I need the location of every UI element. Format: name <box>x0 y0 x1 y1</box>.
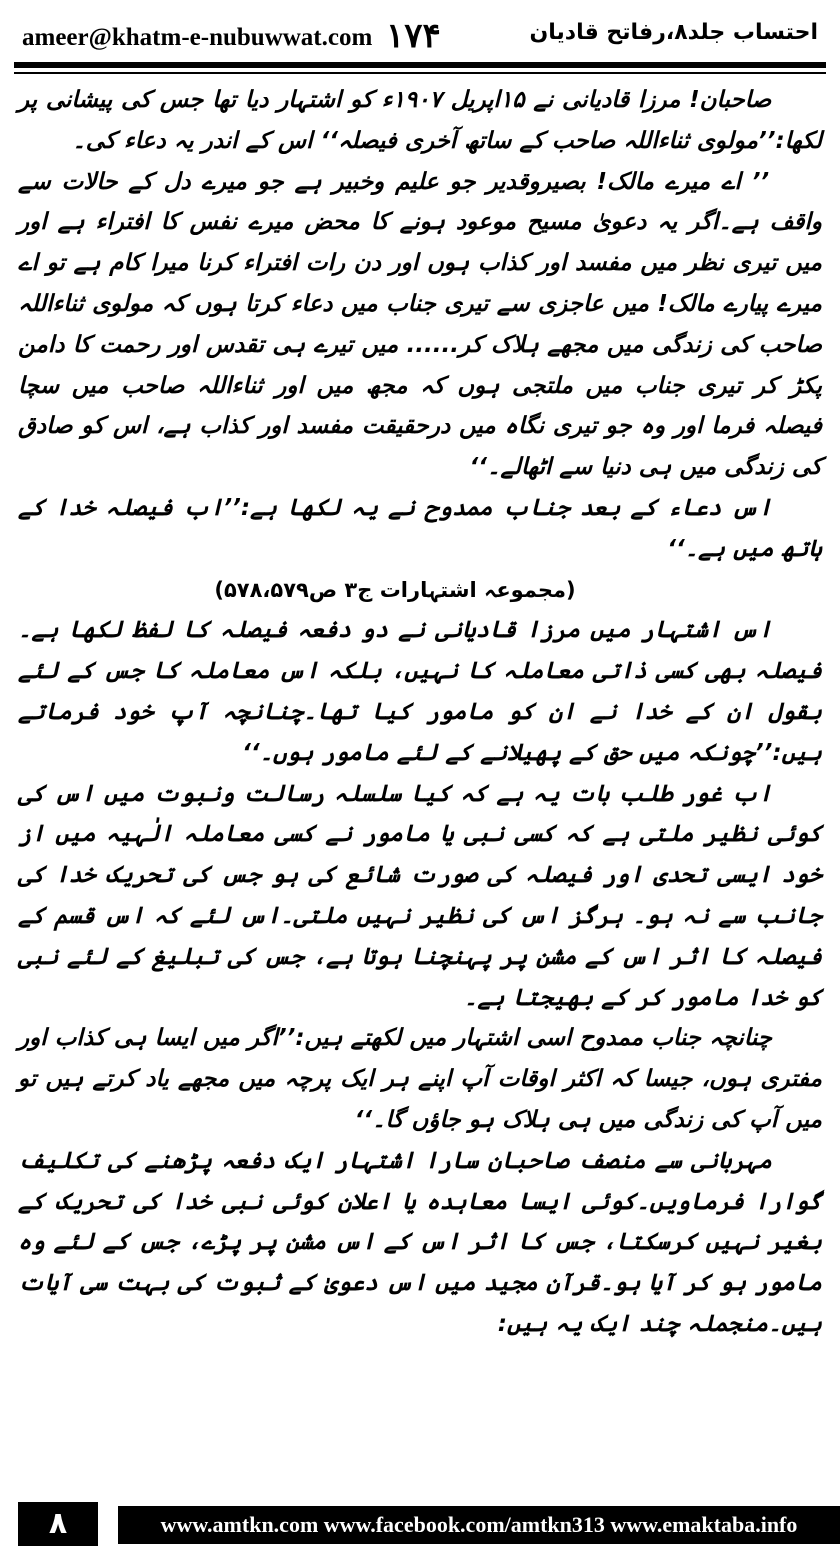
text-line: ہے۔‘‘ <box>667 535 726 562</box>
text-line: عاجزی سے تیری جناب میں دعاء کرتا ہوں کہ مولوی ثناءاللہ صاحب کی زندگی میں مجھے ہلاک <box>18 290 822 358</box>
text-line: چنانچہ جناب ممدوح اسی اشتہار میں لکھتے ہیں:’’اگر میں ایسا ہی کذاب اور مفتری <box>18 1025 822 1093</box>
text-line: ثناءاللہ صاحب میں سچا فیصلہ فرما اور وہ جو تیری نگاہ میں درحقیقت مفسد اور کذاب ہے، اس کو <box>18 372 822 440</box>
page-number: ۱۷۴ <box>386 16 441 56</box>
text-line: صادق کی زندگی میں ہی دنیا سے اٹھالے۔‘‘ <box>18 413 822 481</box>
header-rule-thin <box>14 72 826 74</box>
footer-bar <box>118 1506 840 1544</box>
page-header <box>14 14 826 60</box>
text-line: ہوں، جیسا کہ اکثر اوقات آپ اپنے ہر ایک پرچہ میں مجھے یاد کرتے ہیں تو میں آپ کی <box>18 1066 822 1133</box>
text-line: مہربانی سے منصف صاحبان سارا اشتہار ایک دفعہ پڑھنے کی تکلیف گوارا <box>18 1147 823 1215</box>
text-line: کی تحریک خدا کی جانب سے نہ ہو۔ ہرگز اس کی نظیر نہیں ملتی۔اس لئے کہ اس قسم کے فیصلہ کا اثر <box>18 862 823 970</box>
text-line: اس دعاء کے بعد جناب ممدوح نے یہ لکھا ہے:’’اب فیصلہ خدا کے ہاتھ میں <box>18 494 822 562</box>
text-line: کے اس مشن پر پڑے، جس کے لئے وہ مامور ہو کر آیا ہو۔قرآن مجید میں اس دعویٰ کے ثبوت <box>18 1229 822 1297</box>
header-rule-thick <box>14 62 826 68</box>
text-line: کہ کسی نبی یا مامور نے کسی معاملہ الٰہیہ میں از خود ایسی تحدی اور فیصلہ کی صورت شائع کی ہو جس <box>18 821 822 889</box>
text-line: کر...... میں تیرے ہی تقدس اور رحمت کا دامن پکڑ کر تیری جناب میں ملتجی ہوں کہ مجھ میں اور <box>18 331 822 399</box>
text-line: لکھا:’’مولوی ثناءاللہ صاحب کے ساتھ آخری فیصلہ‘‘ اس کے اندر یہ دعاء کی۔ <box>72 127 822 154</box>
text-line: اس کے مشن پر پہنچنا ہوتا ہے، جس کی تبلیغ کے لئے نبی کو خدا مامور کر کے بھیجتا ہے۔ <box>18 943 822 1011</box>
paragraph <box>18 80 822 162</box>
chapter-badge: ۸ <box>18 1502 98 1546</box>
body-text <box>18 80 822 1472</box>
header-email: ameer@khatm-e-nubuwwat.com <box>22 24 373 51</box>
text-line: کی بہت سی آیات ہیں۔منجملہ چند ایک یہ ہیں: <box>18 1270 822 1337</box>
paragraph-quote <box>18 162 822 488</box>
footer-website-links[interactable]: www.amtkn.com www.facebook.com/amtkn313 www.emaktaba.info <box>160 1512 798 1537</box>
text-line: اس اشتہار میں مرزا قادیانی نے دو دفعہ فیصلہ کا لفظ لکھا ہے۔فیصلہ بھی کسی ذاتی <box>18 617 822 685</box>
paragraph <box>18 1141 822 1345</box>
text-line: واقف ہے۔اگر یہ دعویٰ مسیح موعود ہونے کا محض میرے نفس کا افتراء ہے اور میں تیری نظر میں <box>18 209 822 277</box>
text-line: معاملہ کا نہیں، بلکہ اس معاملہ کا جس کے لئے بقول ان کے خدا نے ان کو مامور کیا تھا۔چنانچہ <box>18 658 822 725</box>
paragraph <box>18 1018 822 1140</box>
paragraph <box>18 774 822 1019</box>
paragraph <box>18 488 822 610</box>
text-line: فرماویں۔کوئی ایسا معاہدہ یا اعلان کوئی نبی خدا کی تحریک کے بغیر نہیں کرسکتا، جس کا اثر اس <box>18 1188 822 1256</box>
book-title: احتساب جلد۸،رفاتح قادیان <box>529 20 818 45</box>
citation-reference: (مجموعہ اشتہارات ج۳ ص۵۷۸،۵۷۹) <box>214 577 576 602</box>
text-line: اب غور طلب بات یہ ہے کہ کیا سلسلہ رسالت ونبوت میں اس کی کوئی نظیر ملتی ہے <box>18 780 822 848</box>
text-line: آپ خود فرماتے ہیں:’’چونکہ میں حق کے پھیلانے کے لئے مامور ہوں۔‘‘ <box>18 698 822 766</box>
page-footer <box>0 1492 840 1540</box>
text-line: مفسد اور کذاب ہوں اور دن رات افتراء کرنا میرا کام ہے تو اے میرے پیارے مالک! میں <box>18 250 822 317</box>
text-line: ’’ اے میرے مالک! بصیروقدیر جو علیم وخبیر ہے جو میرے دل کے حالات سے <box>18 168 770 195</box>
text-line: زندگی میں ہی ہلاک ہو جاؤں گا۔‘‘ <box>354 1106 704 1133</box>
paragraph <box>18 610 822 773</box>
text-line: صاحبان! مرزا قادیانی نے ۱۵اپریل ۱۹۰۷ء کو اشتہار دیا تھا جس کی پیشانی پر <box>18 87 772 113</box>
